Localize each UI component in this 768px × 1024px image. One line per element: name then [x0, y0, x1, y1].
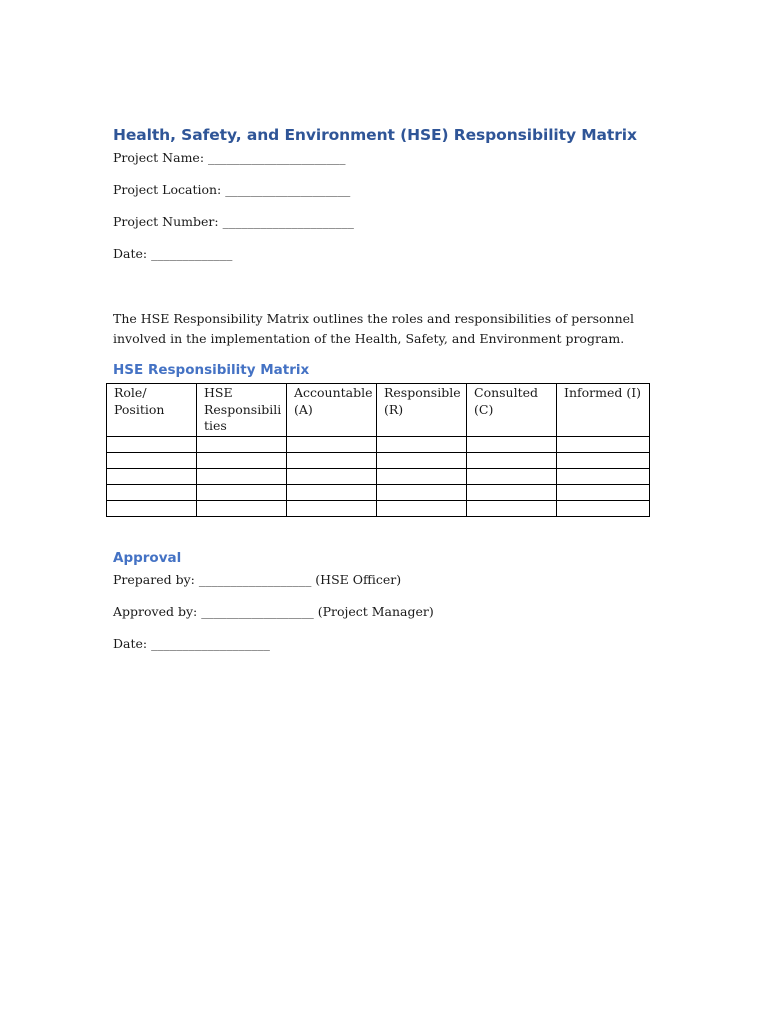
- table-row: [107, 452, 650, 468]
- table-row: [107, 468, 650, 484]
- table-cell: [287, 436, 377, 452]
- document-page: [113, 124, 653, 653]
- table-row: [107, 500, 650, 516]
- table-cell: [107, 436, 197, 452]
- table-cell: [467, 452, 557, 468]
- table-row: [107, 484, 650, 500]
- table-cell: [107, 452, 197, 468]
- date-field: Date: _____________: [113, 246, 233, 261]
- table-cell: [557, 452, 650, 468]
- table-cell: [197, 484, 287, 500]
- table-cell: [107, 468, 197, 484]
- table-header-row: [107, 384, 650, 437]
- table-cell: [107, 484, 197, 500]
- approval-heading: Approval: [113, 549, 182, 566]
- column-header-responsible: Responsible (R): [377, 384, 467, 437]
- table-cell: [467, 484, 557, 500]
- table-cell: [377, 468, 467, 484]
- table-cell: [467, 500, 557, 516]
- table-cell: [107, 500, 197, 516]
- project-name-field: Project Name: ______________________: [113, 150, 346, 165]
- table-cell: [377, 436, 467, 452]
- table-cell: [197, 500, 287, 516]
- matrix-heading: HSE Responsibility Matrix: [113, 362, 310, 378]
- column-header-informed: Informed (I): [557, 384, 650, 437]
- approval-date-field: Date: ___________________: [113, 635, 270, 651]
- table-cell: [377, 452, 467, 468]
- table-cell: [467, 468, 557, 484]
- column-header-accountable: Accountable (A): [287, 384, 377, 437]
- column-header-consulted: Consulted (C): [467, 384, 557, 437]
- table-cell: [287, 484, 377, 500]
- table-cell: [197, 468, 287, 484]
- table-cell: [377, 484, 467, 500]
- column-header-role: Role/ Position: [107, 384, 197, 437]
- project-number-field: Project Number: _____________________: [113, 214, 354, 229]
- prepared-by-field: Prepared by: __________________ (HSE Officer): [113, 571, 402, 587]
- table-cell: [287, 500, 377, 516]
- table-cell: [467, 436, 557, 452]
- table-cell: [557, 468, 650, 484]
- table-cell: [287, 452, 377, 468]
- table-cell: [557, 436, 650, 452]
- responsibility-matrix-table: [106, 383, 650, 517]
- table-cell: [287, 468, 377, 484]
- table-cell: [557, 484, 650, 500]
- column-header-hse-responsibilities: HSE Responsibili ties: [197, 384, 287, 437]
- project-location-field: Project Location: ____________________: [113, 182, 351, 197]
- table-cell: [197, 452, 287, 468]
- table-cell: [377, 500, 467, 516]
- intro-paragraph: The HSE Responsibility Matrix outlines the roles and responsibilities of personnel involved in the implementation of the Health, Safety, and Environment program.: [113, 311, 635, 346]
- document-title: Health, Safety, and Environment (HSE) Responsibility Matrix: [113, 126, 637, 144]
- table-cell: [557, 500, 650, 516]
- approved-by-field: Approved by: __________________ (Project Manager): [113, 603, 434, 619]
- table-cell: [197, 436, 287, 452]
- table-row: [107, 436, 650, 452]
